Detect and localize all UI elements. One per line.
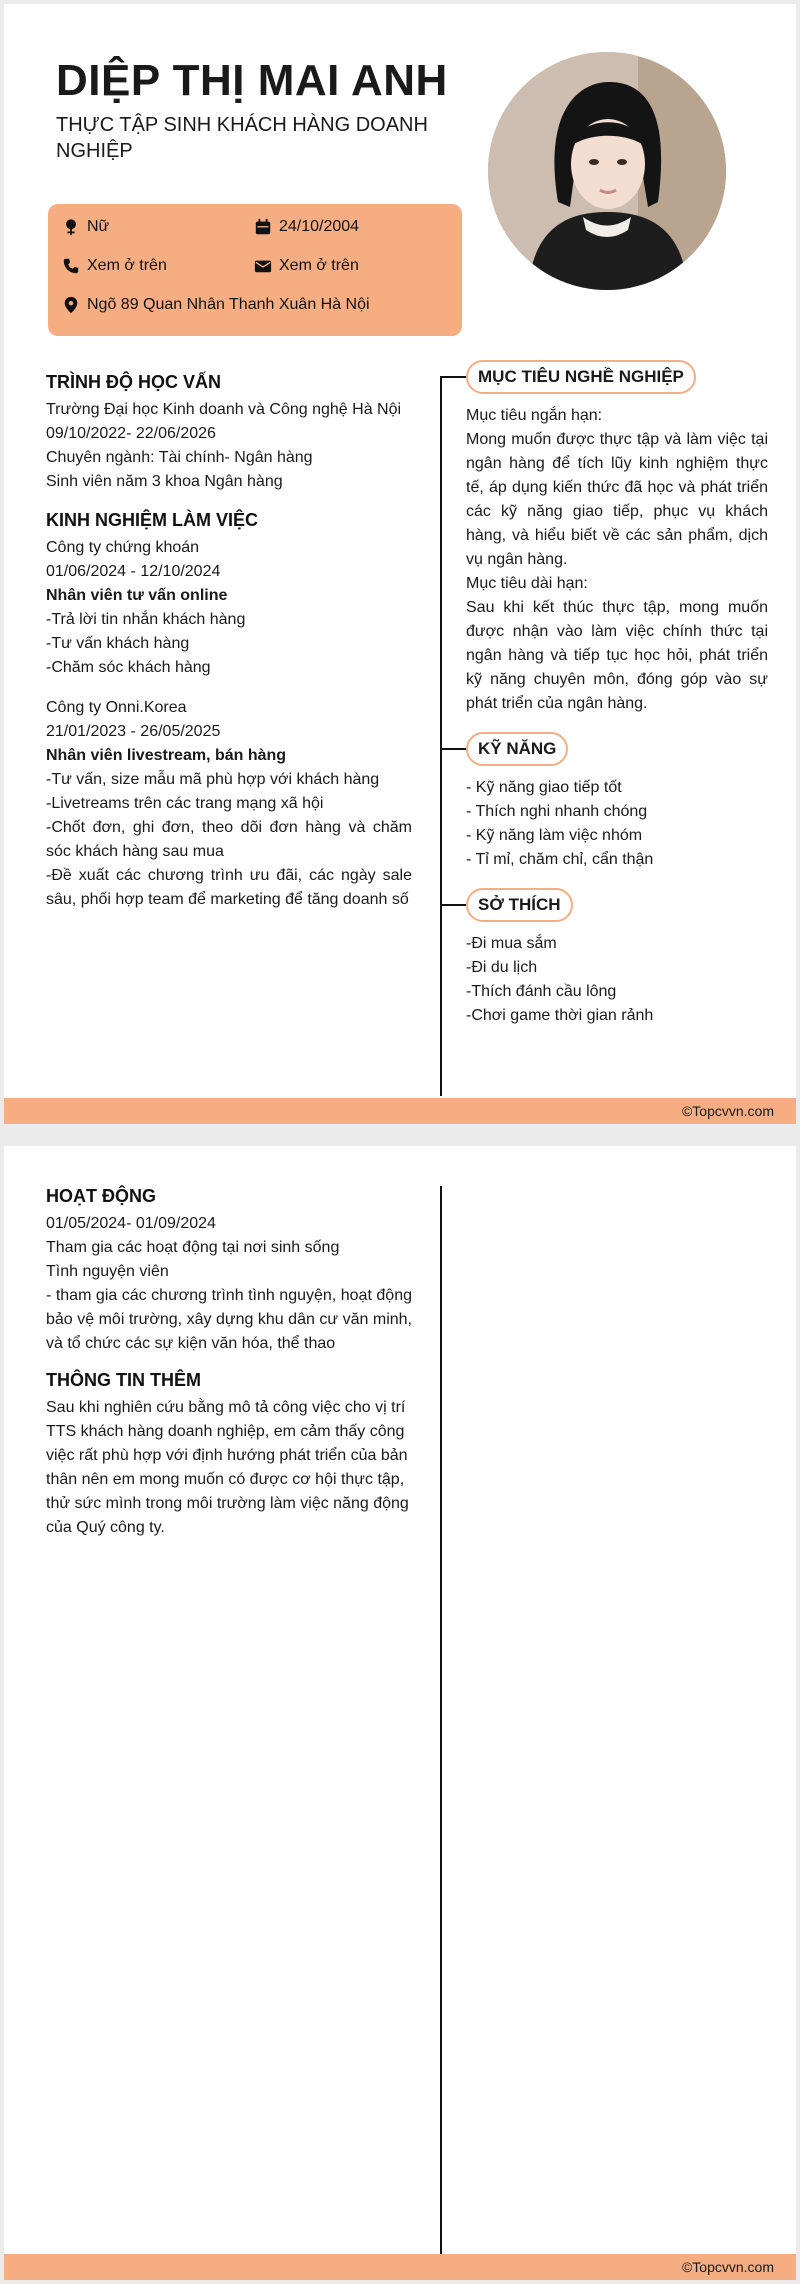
education-line: Sinh viên năm 3 khoa Ngân hàng: [46, 473, 283, 490]
hobby-item: -Đi mua sắm: [466, 935, 557, 952]
job-duty: -Chăm sóc khách hàng: [46, 659, 211, 676]
job-duty: -Tư vấn khách hàng: [46, 635, 190, 652]
education-title: TRÌNH ĐỘ HỌC VẤN: [46, 372, 221, 392]
skill-item: - Thích nghi nhanh chóng: [466, 803, 648, 820]
hobbies-title: SỞ THÍCH: [466, 888, 573, 922]
info-address: Ngõ 89 Quan Nhân Thanh Xuân Hà Nội: [62, 296, 370, 314]
activity-place: Tham gia các hoạt động tại nơi sinh sống: [46, 1239, 340, 1256]
hobbies-section: [466, 932, 768, 1028]
skill-item: - Kỹ năng làm việc nhóm: [466, 827, 643, 844]
skills-title: KỸ NĂNG: [466, 732, 568, 766]
education-line: Chuyên ngành: Tài chính- Ngân hàng: [46, 449, 313, 466]
contact-info-box: [48, 204, 462, 336]
info-gender: Nữ: [62, 218, 109, 236]
activity-role: Tình nguyện viên: [46, 1263, 169, 1280]
education-section: [46, 370, 412, 494]
job-dates: 01/06/2024 - 12/10/2024: [46, 563, 221, 580]
activity-dates: 01/05/2024- 01/09/2024: [46, 1215, 216, 1232]
email-icon: [254, 257, 272, 275]
job-duty: -Trả lời tin nhắn khách hàng: [46, 611, 246, 628]
job-dates: 21/01/2023 - 26/05/2025: [46, 723, 221, 740]
job-company: Công ty chứng khoán: [46, 539, 200, 556]
footer-brand[interactable]: ©Topcvvn.com: [681, 1103, 774, 1119]
footer-brand[interactable]: ©Topcvvn.com: [681, 2259, 774, 2275]
job-company: Công ty Onni.Korea: [46, 699, 187, 716]
objective-long-text: Sau khi kết thúc thực tập, mong muốn được nhận vào làm việc chính thức tại ngân hàng và tiếp tục học hỏi, phát triển kỹ năng chuyên môn, đóng góp vào sự phát triển của ngân hàng.: [466, 599, 768, 712]
experience-title: KINH NGHIỆM LÀM VIỆC: [46, 510, 259, 530]
info-dob: 24/10/2004: [254, 218, 359, 236]
timeline-tick: [440, 376, 466, 378]
skills-section: [466, 776, 768, 872]
objective-short-label: Mục tiêu ngắn hạn:: [466, 407, 603, 424]
info-email: Xem ở trên: [254, 257, 359, 275]
objective-section: [466, 404, 768, 716]
job-role: Nhân viên livestream, bán hàng: [46, 747, 287, 764]
candidate-name: DIỆP THỊ MAI ANH: [56, 56, 448, 105]
job-duty: -Chốt đơn, ghi đơn, theo dõi đơn hàng và chăm sóc khách hàng sau mua: [46, 819, 412, 860]
info-phone: Xem ở trên: [62, 257, 167, 275]
job-duty: -Livetreams trên các trang mạng xã hội: [46, 795, 324, 812]
job-entry: [46, 696, 412, 912]
experience-section: [46, 508, 412, 912]
objective-title: MỤC TIÊU NGHỀ NGHIỆP: [466, 360, 696, 394]
job-duty: -Đề xuất các chương trình ưu đãi, các ngày sale sâu, phối hợp team để marketing để tăng doanh số: [46, 867, 412, 908]
timeline-line: [440, 1186, 442, 2254]
avatar: [488, 52, 726, 290]
hobby-item: -Đi du lịch: [466, 959, 538, 976]
job-duty: -Tư vấn, size mẫu mã phù hợp với khách hàng: [46, 771, 380, 788]
gender-icon: [62, 218, 80, 236]
cv-page-2: [4, 1146, 796, 2280]
additional-section: [46, 1368, 412, 1540]
skill-item: - Kỹ năng giao tiếp tốt: [466, 779, 622, 796]
activity-desc: - tham gia các chương trình tình nguyện, hoạt động bảo vệ môi trường, xây dựng khu dân cư văn minh, và tổ chức các sự kiện văn hóa, thể thao: [46, 1287, 412, 1352]
activities-section: [46, 1184, 412, 1356]
hobby-item: -Chơi game thời gian rảnh: [466, 1007, 654, 1024]
objective-long-label: Mục tiêu dài hạn:: [466, 575, 588, 592]
education-line: Trường Đại học Kinh doanh và Công nghệ Hà Nội: [46, 401, 402, 418]
phone-icon: [62, 257, 80, 275]
timeline-line: [440, 376, 442, 1096]
calendar-icon: [254, 218, 272, 236]
cv-page-1: [4, 4, 796, 1124]
footer-bar: [4, 2254, 796, 2280]
education-line: 09/10/2022- 22/06/2026: [46, 425, 216, 442]
timeline-tick: [440, 748, 466, 750]
job-role: Nhân viên tư vấn online: [46, 587, 228, 604]
activities-title: HOẠT ĐỘNG: [46, 1186, 156, 1206]
additional-title: THÔNG TIN THÊM: [46, 1370, 201, 1390]
hobby-item: -Thích đánh cầu lông: [466, 983, 617, 1000]
candidate-title: THỰC TẬP SINH KHÁCH HÀNG DOANH NGHIỆP: [56, 114, 428, 162]
timeline-tick: [440, 904, 466, 906]
footer-bar: [4, 1098, 796, 1124]
additional-text: Sau khi nghiên cứu bằng mô tả công việc cho vị trí TTS khách hàng doanh nghiệp, em cảm thấy công việc rất phù hợp với định hướng phát triển của bản thân nên em mong muốn có được cơ hội thực tập, thử sức mình trong môi trường làm việc năng động của Quý công ty.: [46, 1399, 409, 1536]
skill-item: - Tỉ mỉ, chăm chỉ, cẩn thận: [466, 851, 654, 868]
job-entry: [46, 536, 412, 680]
location-icon: [62, 296, 80, 314]
objective-short-text: Mong muốn được thực tập và làm việc tại ngân hàng để tích lũy kinh nghiệm thực tế, áp dụng kiến thức đã học và phát triển các kỹ năng giao tiếp, phục vụ khách hàng, và hiểu biết về các sản phẩm, dịch vụ ngân hàng.: [466, 431, 768, 568]
